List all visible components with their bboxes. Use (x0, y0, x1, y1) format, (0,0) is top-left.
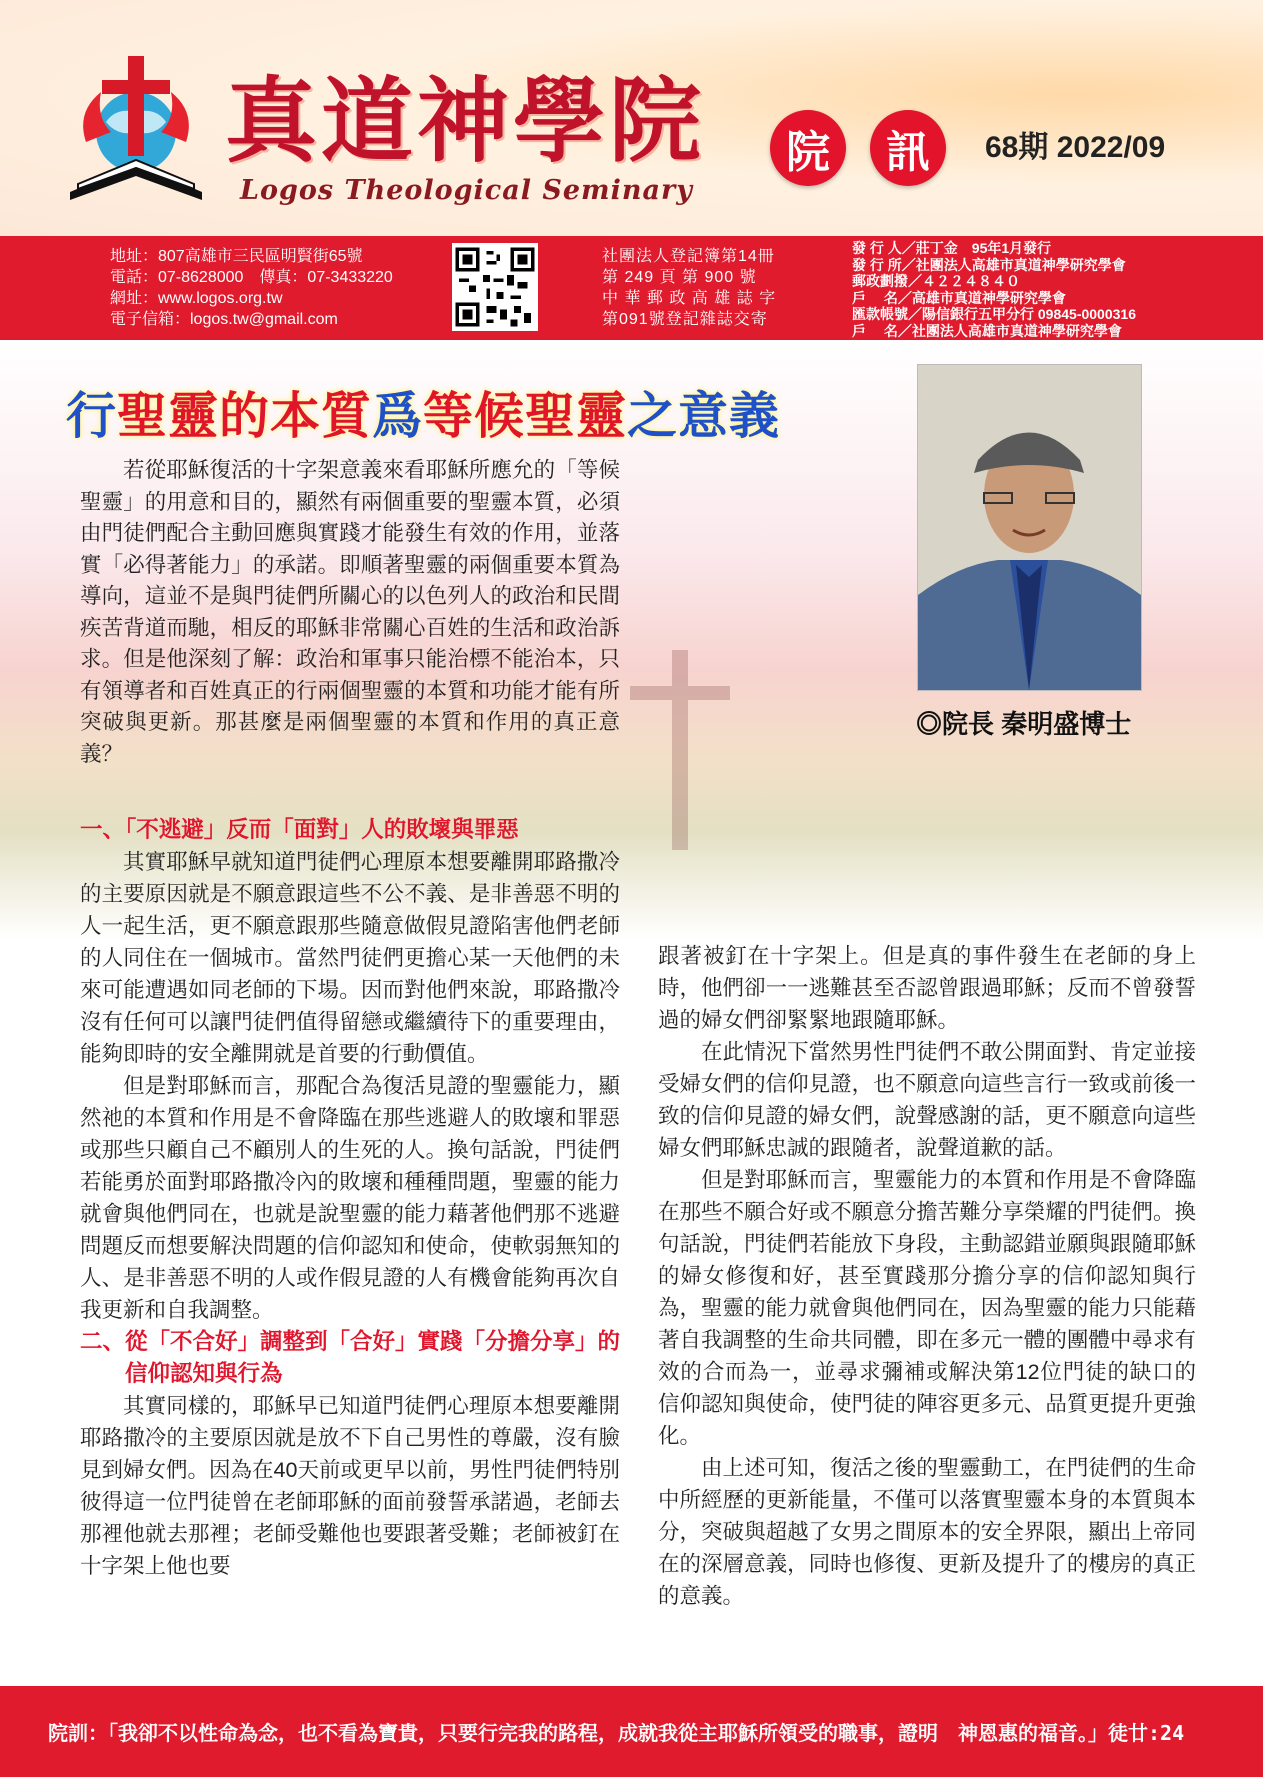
registration-line: 第 249 頁 第 900 號 (602, 269, 757, 286)
article-intro (80, 455, 620, 770)
address: 地址：807高雄市三民區明賢街65號 (110, 248, 363, 265)
phone: 電話：07-8628000 傳真：07-3433220 (110, 269, 393, 286)
body-paragraph: 其實同樣的，耶穌早已知道門徒們心理原本想要離開耶路撒冷的主要原因就是放不下自己男性的尊嚴，沒有臉見到婦女們。因為在40天前或更早以前，男性門徒們特別彼得這一位門徒曾在老師耶穌的面前發誓承諾過，老師去那裡他就去那裡；老師受難他也要跟著受難；老師被釘在十字架上他也要 (80, 1394, 620, 1578)
registration-info (602, 246, 776, 330)
publisher-line: 發 行 人／莊丁金 95年1月發行 (852, 240, 1052, 256)
body-paragraph: 在此情況下當然男性門徒們不敢公開面對、肯定並接受婦女們的信仰見證，也不願意向這些言行一致或前後一致的信仰見證的婦女們，說聲感謝的話，更不願意向這些婦女們耶穌忠誠的跟隨者，說聲道歉的話。 (658, 1040, 1196, 1160)
intro-paragraph: 若從耶穌復活的十字架意義來看耶穌所應允的「等候聖靈」的用意和目的，顯然有兩個重要的聖靈本質，必須由門徒們配合主動回應與實踐才能發生有效的作用，並落實「必得著能力」的承諾。即順著聖靈的兩個重要本質為導向，這並不是與門徒們所關心的以色列人的政治和民間疾苦背道而馳，相反的耶穌非常關心百姓的生活和政治訴求。但是他深刻了解：政治和軍事只能治標不能治本，只有領導者和百姓真正的行兩個聖靈的本質和功能才能有所突破與更新。那甚麼是兩個聖靈的本質和作用的真正意義？ (80, 458, 620, 766)
body-paragraph: 但是對耶穌而言，聖靈能力的本質和作用是不會降臨在那些不願合好或不願意分擔苦難分享榮耀的門徒們。換句話說，門徒們若能放下身段，主動認錯並願與跟隨耶穌的婦女修復和好，甚至實踐那分擔分享的信仰認知與行為，聖靈的能力就會與他們同在，因為聖靈的能力只能藉著自我調整的生命共同體，即在多元一體的團體中尋求有效的合而為一，並尋求彌補或解決第12位門徒的缺口的信仰認知與使命，使門徒的陣容更多元、品質更提升更強化。 (658, 1168, 1196, 1448)
registration-line: 中 華 郵 政 高 雄 誌 字 (602, 290, 777, 307)
seminary-name: 真道神學院 (225, 67, 706, 175)
title-part: 之意義 (627, 388, 780, 444)
registration-line: 社團法人登記簿第14冊 (602, 248, 775, 265)
badge-yuan: 院 (770, 110, 846, 186)
title-part: 聖靈的本質 (117, 388, 372, 444)
publisher-info (852, 240, 1136, 339)
article-title (66, 376, 780, 448)
website[interactable]: 網址：www.logos.org.tw (110, 290, 283, 307)
title-part: 爲 (372, 388, 423, 444)
body-paragraph: 其實耶穌早就知道門徒們心理原本想要離開耶路撒冷的主要原因就是不願意跟這些不公不義、是非善惡不明的人一起生活，更不願意跟那些隨意做假見證陷害他們老師的人同住在一個城市。當然門徒們更擔心某一天他們的未來可能遭遇如同老師的下場。因而對他們來說，耶路撒冷沒有任何可以讓門徒們值得留戀或繼續待下的重要理由，能夠即時的安全離開就是首要的行動價值。 (80, 850, 620, 1066)
cross-silhouette (620, 650, 740, 850)
publisher-line: 戶 名／高雄市真道神學研究學會 (852, 289, 1066, 306)
publisher-line: 戶 名／社團法人高雄市真道神學研究學會 (852, 322, 1122, 339)
author-photo (917, 364, 1142, 691)
seminary-name-en: Logos Theological Seminary (240, 175, 693, 206)
masthead (0, 0, 1263, 236)
left-column (80, 814, 620, 1582)
title-part: 行 (66, 388, 117, 444)
issue-number: 68期 2022/09 (985, 131, 1166, 164)
cross-bible-logo (66, 52, 206, 202)
author-caption: ◎院長 秦明盛博士 (916, 709, 1132, 739)
email[interactable]: 電子信箱：logos.tw@gmail.com (110, 311, 338, 328)
right-column (658, 940, 1196, 1612)
body-paragraph: 但是對耶穌而言，那配合為復活見證的聖靈能力，顯然祂的本質和作用是不會降臨在那些逃避人的敗壞和罪惡或那些只顧自己不顧別人的生死的人。換句話說，門徒們若能勇於面對耶路撒冷內的敗壞和種種問題，聖靈的能力就會與他們同在，也就是說聖靈的能力藉著他們那不逃避問題反而想要解決問題的信仰認知和使命，使軟弱無知的人、是非善惡不明的人或作假見證的人有機會能夠再次自我更新和自我調整。 (80, 1074, 620, 1322)
body-paragraph: 由上述可知，復活之後的聖靈動工，在門徒們的生命中所經歷的更新能量，不僅可以落實聖靈本身的本質與本分，突破與超越了女男之間原本的安全界限，顯出上帝同在的深層意義，同時也修復、更新及提升了的樓房的真正的意義。 (658, 1456, 1196, 1608)
section-2-heading: 二、從「不合好」調整到「合好」實踐「分擔分享」的信仰認知與行為 (80, 1329, 621, 1386)
section-1-heading: 一、「不逃避」反而「面對」人的敗壞與罪惡 (80, 817, 519, 842)
qr-code[interactable] (452, 243, 538, 331)
contact-info (110, 246, 393, 330)
info-bar (0, 236, 1263, 340)
title-part: 等候聖靈 (423, 388, 627, 444)
publisher-line: 匯款帳號／陽信銀行五甲分行 09845-0000316 (852, 306, 1136, 322)
body-paragraph-continued: 跟著被釘在十字架上。但是真的事件發生在老師的身上時，他們卻一一逃難甚至否認曾跟過耶穌；反而不曾發誓過的婦女們卻緊緊地跟隨耶穌。 (658, 944, 1196, 1032)
seminary-motto: 院訓：「我卻不以性命為念，也不看為寶貴，只要行完我的路程，成就我從主耶穌所領受的職事，證明 神恩惠的福音。」徒廿:24 (0, 1686, 1263, 1777)
publisher-line: 郵政劃撥／４２２４８４０ (852, 273, 1020, 289)
registration-line: 第091號登記雜誌交寄 (602, 311, 768, 328)
badge-xun: 訊 (870, 110, 946, 186)
publisher-line: 發 行 所／社團法人高雄市真道神學研究學會 (852, 256, 1126, 273)
